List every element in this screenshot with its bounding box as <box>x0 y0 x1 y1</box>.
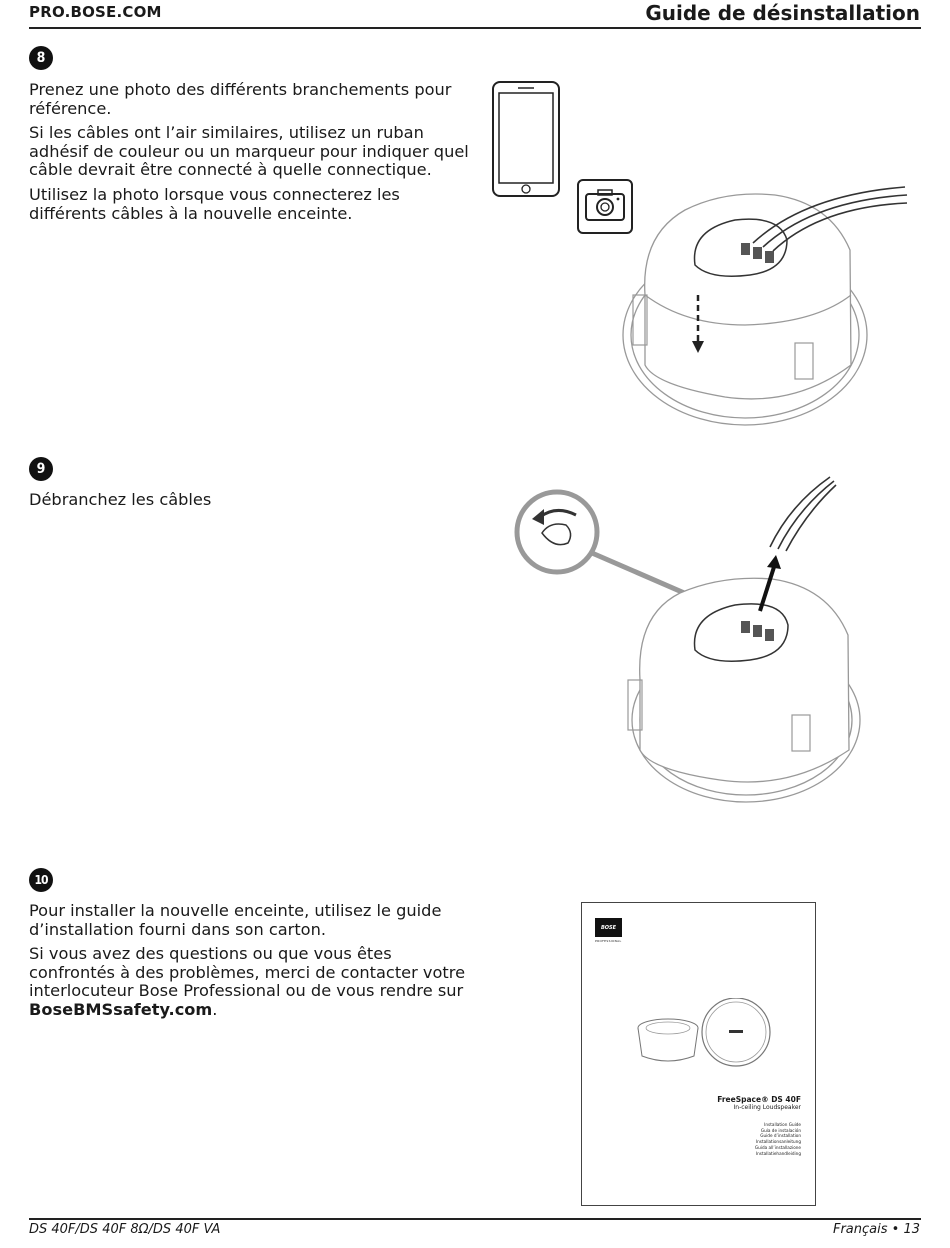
header-rule <box>29 27 921 29</box>
step-10-text-2: Si vous avez des questions ou que vous êtes confrontés à des problèmes, merci de contacter votre interlocuteur Bose Professional ou de vous rendre sur BoseBMSsafety.com. <box>29 944 466 1019</box>
step-10-badge: 10 <box>29 868 53 892</box>
step-10-text-1: Pour installer la nouvelle enceinte, utilisez le guide d’installation fourni dans son carton. <box>29 901 442 939</box>
step-8-text-3: Utilisez la photo lorsque vous connecterez les différents câbles à la nouvelle enceinte. <box>29 185 400 223</box>
footer-rule <box>29 1218 921 1220</box>
bose-logo: BOSE <box>595 918 622 937</box>
speaker-illustration-2 <box>510 475 920 810</box>
step-9-badge: 9 <box>29 457 53 481</box>
site-url: PRO.BOSE.COM <box>29 3 162 21</box>
smartphone-icon <box>490 80 562 198</box>
page-title: Guide de désinstallation <box>645 1 920 25</box>
speaker-illustration-1 <box>615 175 915 445</box>
booklet-tagline: In-ceiling Loudspeaker <box>733 1104 801 1111</box>
step-8-text-2: Si les câbles ont l’air similaires, utilisez un ruban adhésif de couleur ou un marqueur pour indiquer quel câble devrait être connecté à quelle connectique. <box>29 123 469 179</box>
installation-guide-booklet <box>581 902 816 1206</box>
step-9-text: Débranchez les câbles <box>29 490 212 509</box>
bose-logo-sub: PROFESSIONAL <box>595 939 622 943</box>
booklet-languages: Installation Guide Guía de instalación Guide d’installation Installationsanleitung Guida all’installazione Installatiehandleiding <box>754 1122 801 1156</box>
bose-safety-link[interactable]: BoseBMSsafety.com <box>29 999 213 1019</box>
footer-models: DS 40F/DS 40F 8Ω/DS 40F VA <box>29 1222 221 1237</box>
booklet-title: FreeSpace® DS 40F <box>717 1095 801 1104</box>
step-8-badge: 8 <box>29 46 53 70</box>
step-8-text-1: Prenez une photo des différents branchements pour référence. <box>29 80 452 118</box>
speaker-thumbnail <box>630 998 780 1073</box>
footer-page: Français • 13 <box>832 1222 920 1237</box>
